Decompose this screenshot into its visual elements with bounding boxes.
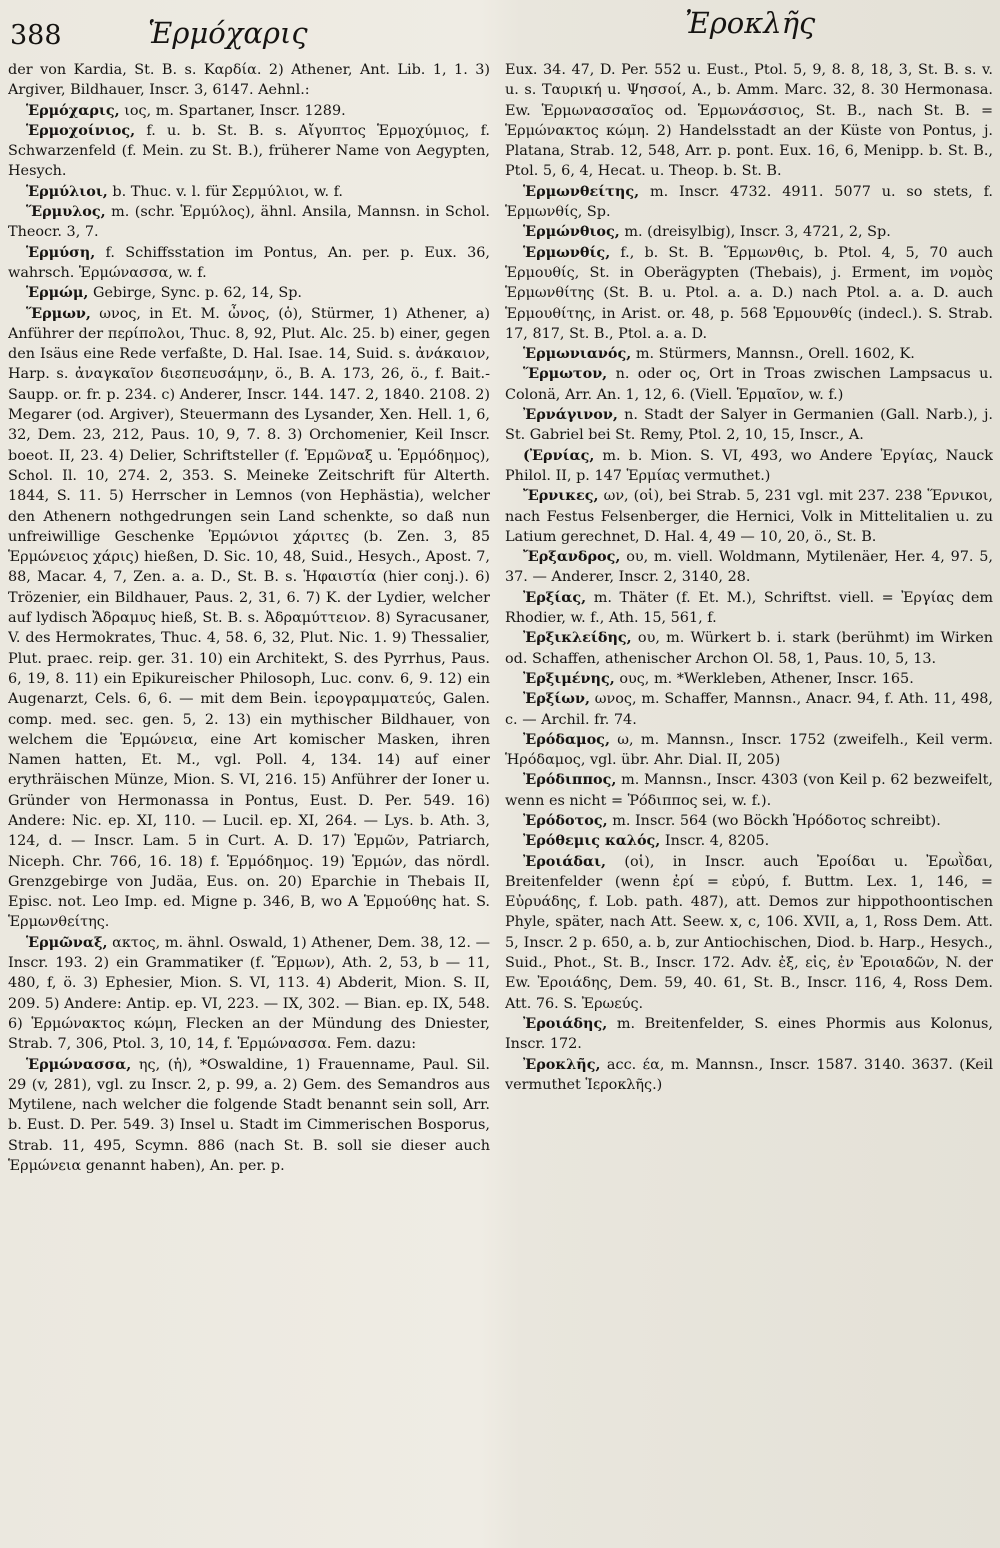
entry-lemma: Ἑρμώνασσα, (26, 1055, 132, 1073)
entry-text: m. Inscr. 4732. 4911. 5077 u. so stets, f. Ἑρμωνθίς, Sp. (505, 183, 993, 221)
dictionary-entry (505, 588, 993, 629)
entry-lemma: Ἐρόδιππος, (523, 771, 617, 789)
running-headword-left: Ἑρμόχαρις (148, 16, 308, 50)
entry-lemma: Ἑρμωνιανός, (523, 345, 632, 363)
dictionary-entry (505, 405, 993, 446)
dictionary-entry (8, 121, 490, 182)
dictionary-entry (505, 852, 993, 1014)
page-header (0, 0, 1000, 60)
dictionary-entry (8, 202, 490, 243)
entry-text: b. Thuc. v. l. für Σερμύλιοι, w. f. (107, 183, 343, 200)
dictionary-entry (505, 243, 993, 344)
entry-text: n. Stadt der Salyer in Germanien (Gall. Narb.), j. St. Gabriel bei St. Remy, Ptol. 2, 10, 15, Inscr., A. (505, 407, 993, 444)
dictionary-entry (8, 243, 490, 284)
entry-lemma: Ἑρμύλιοι, (26, 182, 108, 200)
entry-text: ου, m. viell. Woldmann, Mytilenäer, Her. 4, 97. 5, 37. — Anderer, Inscr. 2, 3140, 28. (505, 549, 993, 586)
dictionary-entry (505, 446, 993, 487)
entry-lemma: Ἑρμοχοίνιος, (26, 121, 136, 139)
entry-text: ακτος, m. ähnl. Oswald, 1) Athener, Dem. 38, 12. — Inscr. 193. 2) ein Grammatiker (f. Ἕρμων), Ath. 2, 53, b — 11, 480, f, ö. 3) Ephesier, Mion. S. VI, 113. 4) Abderit, Mion. S. II, 209. 5) Andere: Antip. ep. VI, 223. — IX, 302. — Bian. ep. IX, 548. 6) Ἑρμώνακτος κώμη, Flecken an der Mündung des Dniester, Strab. 7, 306, Ptol. 3, 10, 14, f. Ἑρμώνασσα. Fem. dazu: (8, 934, 490, 1053)
entry-lemma: Ἐροιάδαι, (523, 852, 607, 870)
entry-text: Gebirge, Sync. p. 62, 14, Sp. (88, 285, 302, 302)
entry-text: f. u. b. St. B. s. Αἴγυπτος Ἑρμοχύμιος, f. Schwarzenfeld (f. Mein. zu St. B.), früherer Name von Aegypten, Hesych. (8, 122, 490, 180)
dictionary-entry (505, 628, 993, 669)
entry-lemma: Ἐρόδοτος, (523, 811, 608, 829)
entry-lemma: Ἑρμόχαρις, (26, 101, 120, 119)
entry-lemma: Ἑρμώμ, (26, 284, 89, 302)
entry-text: Inscr. 4, 8205. (660, 833, 770, 850)
dictionary-entry (8, 101, 490, 121)
entry-lemma: (Ἐρνίας, (523, 446, 595, 464)
entry-lemma: Ἕρμωτον, (523, 365, 608, 383)
entry-text: acc. έα, m. Mannsn., Inscr. 1587. 3140. 3637. (Keil vermuthet Ἱεροκλῆς.) (505, 1056, 993, 1093)
dictionary-entry (505, 344, 993, 364)
entry-text: ης, (ἡ), *Oswaldine, 1) Frauenname, Paul. Sil. 29 (v, 281), vgl. zu Inscr. 2, p. 99, a. 2) Gem. des Semandros aus Mytilene, nach welcher die folgende Stadt benannt sein soll, Arr. b. Eust. D. Per. 549. 3) Insel u. Stadt im Cimmerischen Bosporus, Strab. 11, 495, Scymn. 886 (nach St. B. soll sie dieser auch Ἑρμώνεια genannt haben), An. per. p. (8, 1056, 490, 1175)
entry-text: ωνος, m. Schaffer, Mannsn., Anacr. 94, f. Ath. 11, 498, c. — Archil. fr. 74. (505, 691, 993, 728)
dictionary-entry (8, 304, 490, 933)
dictionary-entry (8, 60, 490, 101)
entry-text: m. (dreisylbig), Inscr. 3, 4721, 2, Sp. (619, 224, 891, 241)
dictionary-entry (505, 770, 993, 811)
entry-lemma: Ἔρξανδρος, (523, 548, 621, 566)
entry-text: n. oder ος, Ort in Troas zwischen Lampsacus u. Colonä, Arr. An. 1, 12, 6. (Viell. Ἑρμαῖον, w. f.) (505, 366, 993, 403)
entry-lemma: Ἐρξίων, (523, 690, 590, 708)
entry-text: m. Mannsn., Inscr. 4303 (von Keil p. 62 bezweifelt, wenn es nicht = Ῥόδιππος sei, w. f.). (505, 772, 993, 809)
dictionary-entry (8, 1055, 490, 1177)
dictionary-entry (505, 222, 993, 242)
dictionary-entry (505, 1014, 993, 1055)
entry-text: Eux. 34. 47, D. Per. 552 u. Eust., Ptol. 5, 9, 8. 8, 18, 3, St. B. s. v. u. s. Ταυρική u. Ψησσοί, A., b. Amm. Marc. 32, 8. 30 Hermonasa. Ew. Ἑρμωνασσαῖος od. Ἑρμωνάσσιος, St. B., nach St. B. = Ἑρμώνακτος κώμη. 2) Handelsstadt an der Küste von Pontus, j. Platana, Strab. 12, 548, Arr. p. pont. Eux. 16, 6, Menipp. b. St. B., Ptol. 5, 6, 4, Hecat. u. Theop. b. St. B. (505, 62, 993, 180)
entry-text: f., b. St. B. Ἕρμωνθις, b. Ptol. 4, 5, 70 auch Ἑρμουθίς, St. in Oberägypten (Thebais), j. Erment, im νομὸς Ἑρμωνθίτης (St. B. u. Ptol. a. a. D.) nach Ptol. a. a. D. auch Ἑρμουθίτης, in Arist. or. 48, p. 568 Ἑρμουνθίς (indecl.). S. Strab. 17, 817, St. B., Ptol. a. a. D. (505, 244, 993, 342)
page-number: 388 (10, 20, 62, 51)
entry-text: m. b. Mion. S. VI, 493, wo Andere Ἐργίας, Nauck Philol. II, p. 147 Ἑρμίας vermuthet.) (505, 447, 993, 484)
entry-lemma: Ἑρμύση, (26, 243, 96, 261)
dictionary-entry (505, 689, 993, 730)
entry-text: (οἱ), in Inscr. auch Ἐροίδαι u. Ἐρωῒδαι, Breitenfelder (wenn ἐρί = εὐρύ, f. Buttm. Lex. 1, 146, = Εὐρυάδης, f. Lob. path. 487), att. Demos zur hippothoontischen Phyle, später, nach Att. Seew. x, c, 106. XVII, a, 1, Ross Dem. Att. 5, Inscr. 2 p. 650, a. b, zur Antiochischen, Diod. b. Harp., Hesych., Suid., Phot., St. B., Inscr. 172. Adv. ἐξ, εἰς, ἐν Ἐροιαδῶν, N. der Ew. Ἐροιάδης, Dem. 59, 40. 61, St. B., Inscr. 116, 4, Ross Dem. Att. 76. S. Ἐρωεύς. (505, 853, 993, 1012)
dictionary-entry (8, 182, 490, 202)
entry-lemma: Ἐρόθεμις καλός, (523, 832, 661, 850)
dictionary-entry (505, 486, 993, 547)
entry-text: m. Inscr. 564 (wo Böckh Ἡρόδοτος schreibt). (607, 812, 941, 829)
entry-text: ωνος, in Et. M. ὦνος, (ὁ), Stürmer, 1) Athener, a) Anführer der περίπολοι, Thuc. 8, 92, Plut. Alc. 25. b) einer, gegen den Isäus eine Rede verfaßte, D. Hal. Isae. 14, Suid. s. ἀνάκαιον, Harp. s. ἀναγκαῖον διεσπευσάμην, ö., B. A. 173, 26, ö., f. Bait.-Saupp. or. fr. p. 234. c) Anderer, Inscr. 144. 147. 2, 1840. 2108. 2) Megarer (od. Argiver), Steuermann des Lysander, Xen. Hell. 1, 6, 32, Dem. 23, 212, Paus. 10, 9, 7. 8. 3) Orchomenier, Keil Inscr. boeot. II, 23. 4) Delier, Schriftsteller (f. Ἑρμῶναξ u. Ἑρμόδημος), Schol. Il. 10, 274. 2, 353. S. Meineke Zeitschrift für Alterth. 1844, S. 11. 5) Herrscher in Lemnos (von Hephästia), welcher den Athenern nothgedrungen sein Land schenkte, so daß nun unfreiwillige Geschenke Ἑρμώνιοι χάριτες (b. Zen. 3, 85 Ἑρμώνειος χάρις) hießen, D. Sic. 10, 48, Suid., Hesych., Apost. 7, 88, Macar. 4, 7, Zen. a. a. D., St. B. s. Ἡφαιστία (hier conj.). 6) Trözenier, ein Bildhauer, Paus. 2, 31, 6. 7) K. der Lydier, welcher auf lydisch Ἄδραμυς hieß, St. B. s. Ἀδραμύττειον. 8) Syracusaner, V. des Hermokrates, Thuc. 4, 58. 6, 32, Plut. Nic. 1. 9) Thessalier, Plut. praec. reip. ger. 31. 10) ein Architekt, S. des Pyrrhus, Paus. 6, 19, 8. 11) ein Epikureischer Philosoph, Luc. conv. 6, 9. 12) ein Augenarzt, Cels. 6, 6. — mit dem Bein. ἱερογραμματεύς, Galen. comp. med. sec. gen. 5, 2. 13) ein mythischer Bildhauer, von welchem die Ἑρμώνεια, eine Art komischer Masken, ihren Namen hatten, Et. M., vgl. Poll. 4, 134. 14) auf einer erythräischen Münze, Mion. S. VI, 216. 15) Anführer der Ioner u. Gründer von Hermonassa in Pontus, Eust. D. Per. 549. 16) Andere: Nic. ep. XI, 110. — Lucil. ep. XI, 264. — Lys. b. Ath. 3, 124, d. — Inscr. Lam. 5 in Curt. A. D. 17) Ἑρμῶν, Patriarch, Niceph. Chr. 766, 16. 18) f. Ἑρμόδημος. 19) Ἑρμών, das nördl. Grenzgebirge von Judäa, Eus. on. 20) Eparchie in Thebais II, Episc. not. Leo Imp. ed. Migne p. 346, B, wo A Ἑρμούθης hat. S. Ἑρμωνθείτης. (8, 305, 490, 931)
entry-lemma: Ἐρνάγινον, (523, 406, 618, 424)
entry-text: f. Schiffsstation im Pontus, An. per. p. Eux. 36, wahrsch. Ἑρμώνασσα, w. f. (8, 244, 490, 281)
dictionary-entry (505, 669, 993, 689)
dictionary-entry (505, 1055, 993, 1096)
entry-text: der von Kardia, St. B. s. Καρδία. 2) Athener, Ant. Lib. 1, 1. 3) Argiver, Bildhauer, Inscr. 3, 6147. Aehnl.: (8, 62, 490, 99)
entry-lemma: Ἑρμῶναξ, (26, 933, 108, 951)
entry-lemma: Ἑρμώνθιος, (523, 223, 620, 241)
entry-lemma: Ἑρμωνθείτης, (523, 182, 640, 200)
entry-lemma: Ἕρμυλος, (26, 203, 106, 221)
entry-lemma: Ἐροκλῆς, (523, 1055, 601, 1073)
running-headword-right: Ἐροκλῆς (685, 6, 816, 40)
entry-text: ιος, m. Spartaner, Inscr. 1289. (119, 102, 346, 119)
entry-lemma: Ἐρξιμένης, (523, 669, 615, 687)
entry-text: m. Thäter (f. Et. M.), Schriftst. viell. = Ἐργίας dem Rhodier, w. f., Ath. 15, 561, f. (505, 589, 993, 627)
dictionary-entry (8, 283, 490, 303)
entry-text: ους, m. *Werkleben, Athener, Inscr. 165. (614, 670, 914, 687)
left-column (8, 60, 490, 1540)
entry-text: ω, m. Mannsn., Inscr. 1752 (zweifelh., Keil verm. Ἡρόδαμος, vgl. übr. Ahr. Dial. II, 205) (505, 731, 993, 769)
entry-text: ων, (οἱ), bei Strab. 5, 231 vgl. mit 237. 238 Ἕρνικοι, nach Festus Felsenberger, die Hernici, Volk in Mittelitalien u. zu Latium gerechnet, D. Hal. 4, 49 — 10, 20, ö., St. B. (505, 488, 993, 545)
dictionary-entry (505, 364, 993, 405)
entry-text: ου, m. Würkert b. i. stark (berühmt) im Wirken od. Schaffen, athenischer Archon Ol. 58, 1, Paus. 10, 5, 13. (505, 630, 993, 667)
entry-text: m. Breitenfelder, S. eines Phormis aus Kolonus, Inscr. 172. (505, 1015, 993, 1053)
right-column (505, 60, 993, 1540)
dictionary-entry (505, 730, 993, 771)
dictionary-entry (505, 831, 993, 851)
entry-lemma: Ἕρμων, (26, 304, 91, 322)
dictionary-entry (505, 547, 993, 588)
dictionary-entry (505, 182, 993, 223)
dictionary-entry (8, 933, 490, 1055)
entry-text: m. Stürmers, Mannsn., Orell. 1602, K. (631, 346, 915, 363)
entry-lemma: Ἐρξίας, (523, 588, 587, 606)
dictionary-entry (505, 60, 993, 182)
dictionary-entry (505, 811, 993, 831)
entry-lemma: Ἑρμωνθίς, (523, 243, 611, 261)
entry-lemma: Ἐρόδαμος, (523, 730, 610, 748)
entry-lemma: Ἐροιάδης, (523, 1014, 608, 1032)
entry-text: m. (schr. Ἑρμύλος), ähnl. Ansila, Mannsn. in Schol. Theocr. 3, 7. (8, 204, 490, 241)
entry-lemma: Ἐρξικλείδης, (523, 629, 632, 647)
entry-lemma: Ἔρνικες, (523, 487, 599, 505)
